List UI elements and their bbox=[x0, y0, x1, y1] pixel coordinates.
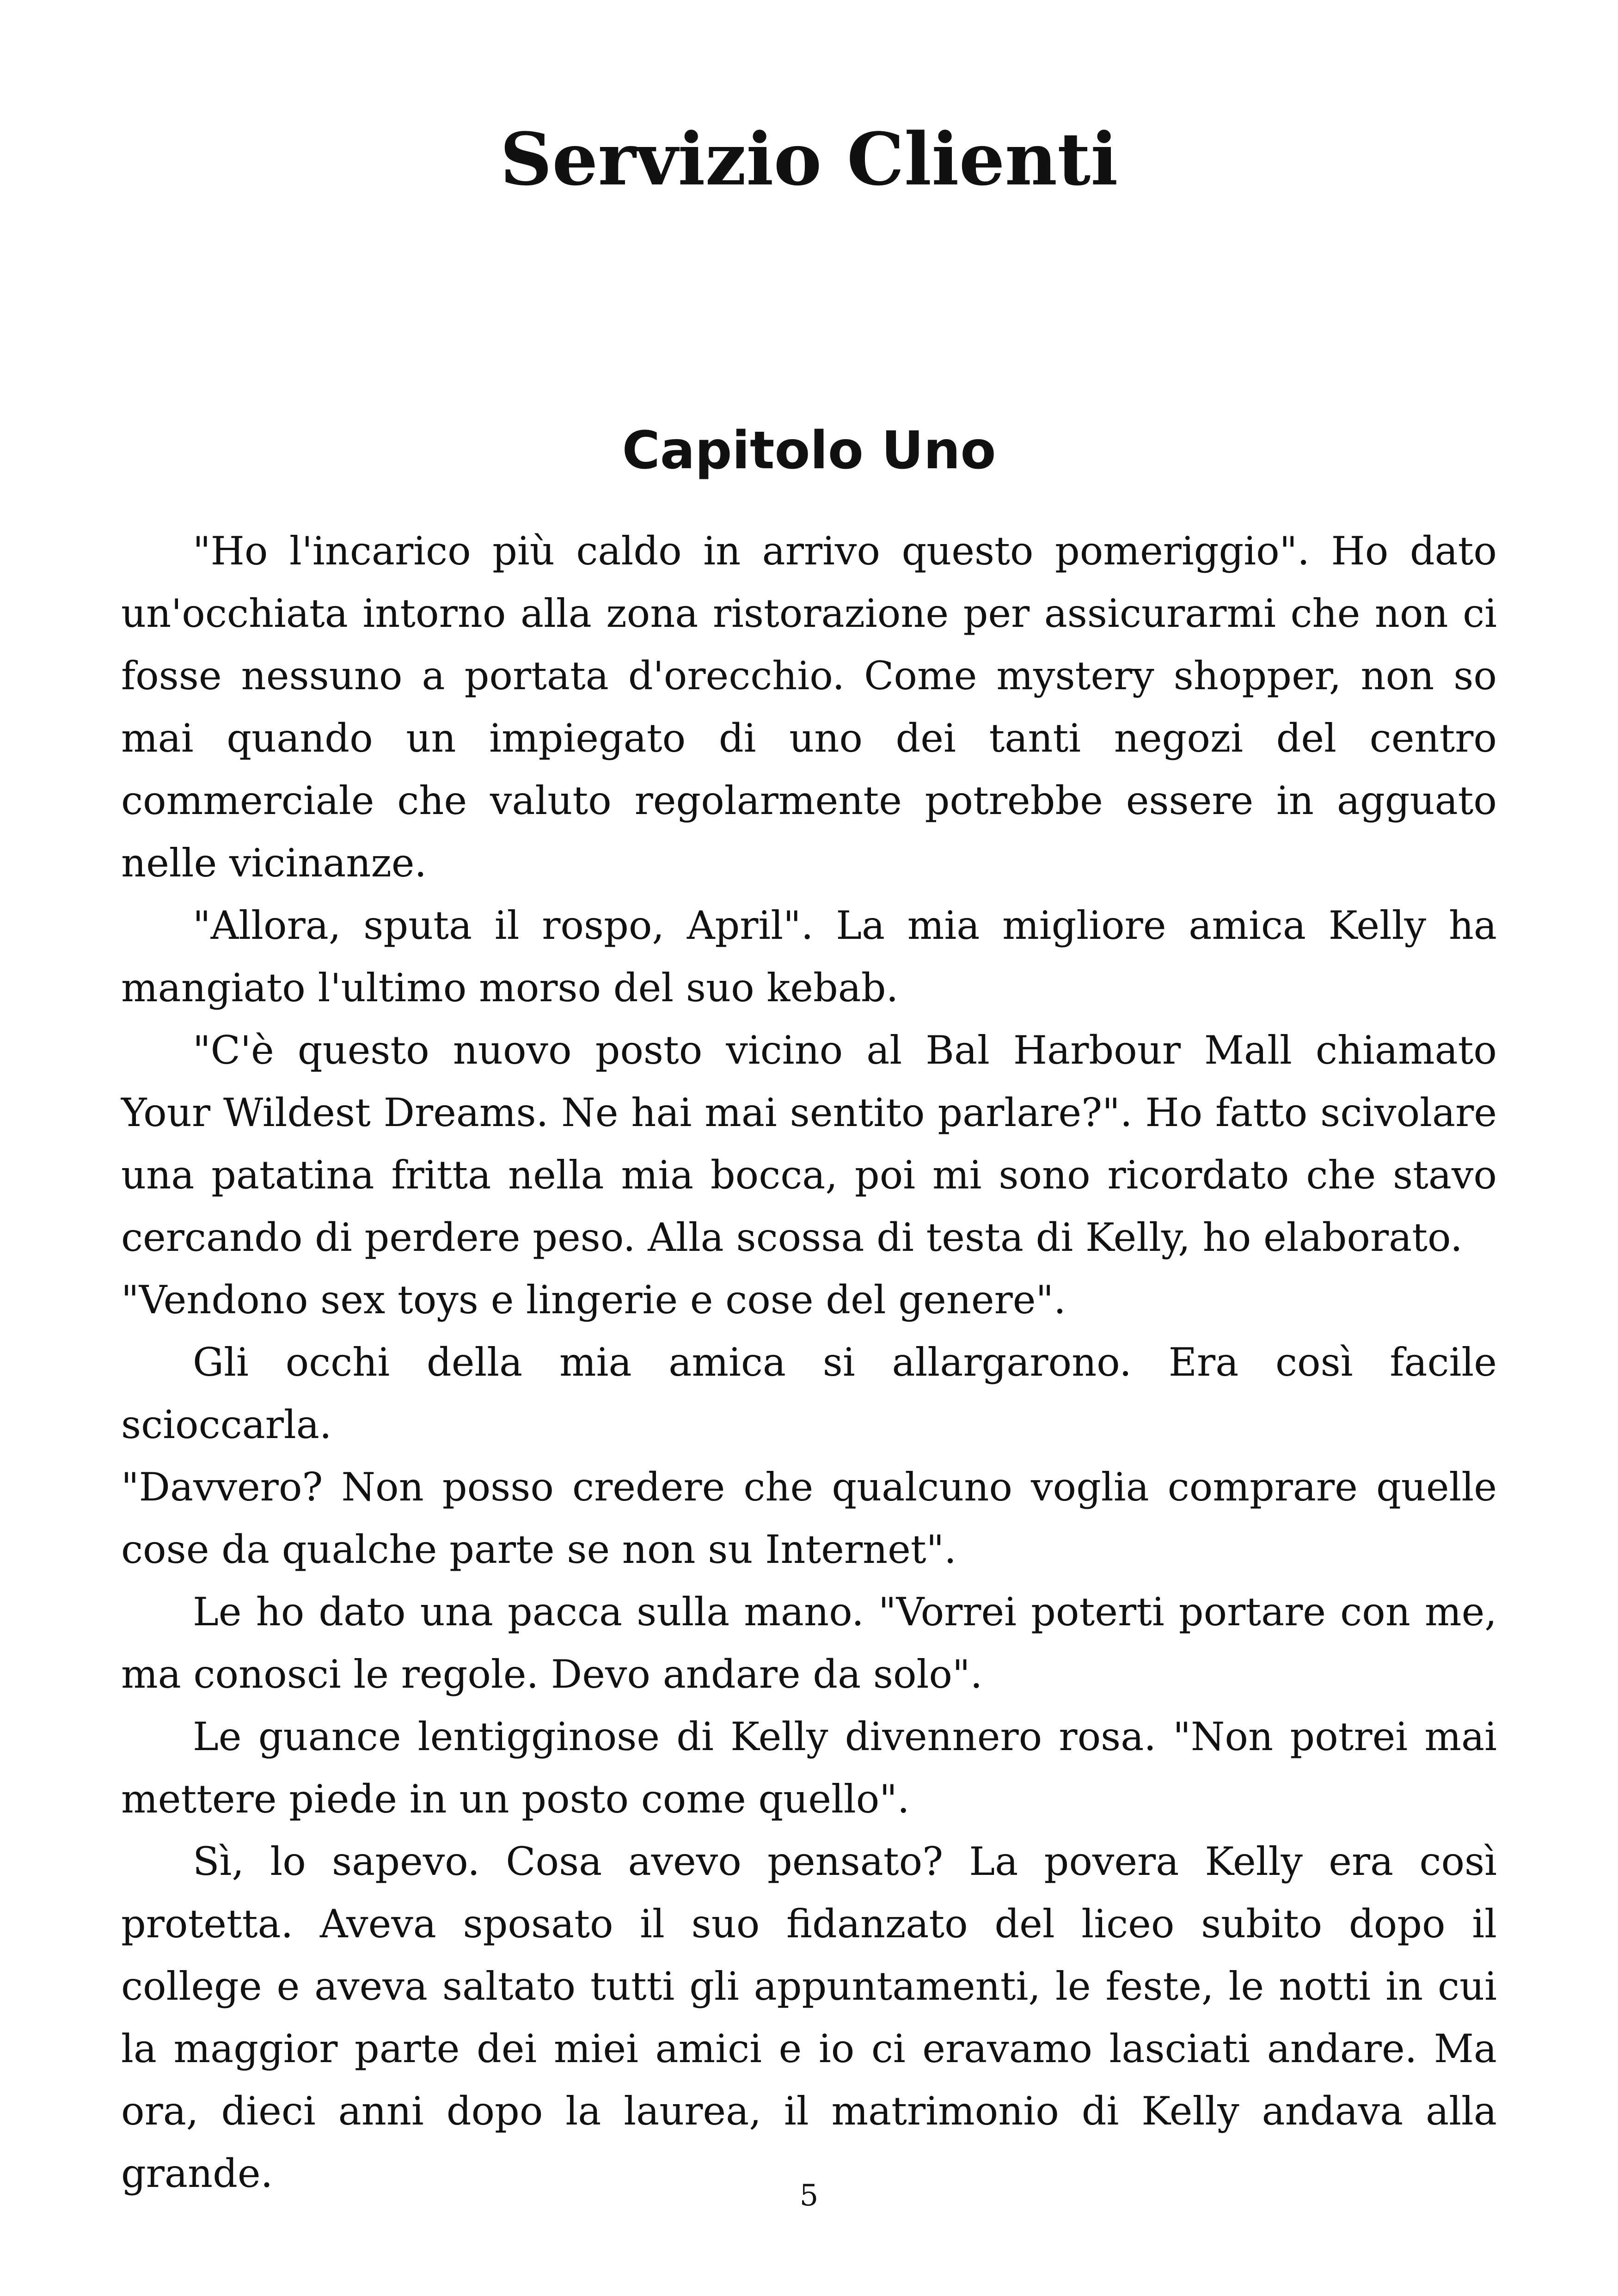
paragraph: "C'è questo nuovo posto vicino al Bal Harbour Mall chiamato Your Wildest Dreams. Ne hai mai sentito parlare?". Ho fatto scivolare una patatina fritta nella mia bocca, poi mi sono ricordato che stavo cercando di perdere peso. Alla scossa di testa di Kelly, ho elaborato. bbox=[121, 1028, 1497, 1260]
chapter-body bbox=[121, 520, 1497, 2205]
paragraph: Gli occhi della mia amica si allargarono. Era così facile scioccarla. bbox=[121, 1340, 1497, 1447]
page-number: 5 bbox=[799, 2179, 819, 2213]
paragraph: "Ho l'incarico più caldo in arrivo questo pomeriggio". Ho dato un'occhiata intorno alla zona ristorazione per assicurarmi che non ci fosse nessuno a portata d'orecchio. Come mystery shopper, non so mai quando un impiegato di uno dei tanti negozi del centro commerciale che valuto regolarmente potrebbe essere in agguato nelle vicinanze. bbox=[121, 528, 1497, 886]
book-title: Servizio Clienti bbox=[500, 117, 1118, 202]
paragraph: Le ho dato una pacca sulla mano. "Vorrei poterti portare con me, ma conosci le regole. Devo andare da solo". bbox=[121, 1589, 1497, 1697]
chapter-title: Capitolo Uno bbox=[622, 421, 996, 481]
paragraph: "Vendono sex toys e lingerie e cose del genere". bbox=[121, 1277, 1066, 1322]
paragraph: Sì, lo sapevo. Cosa avevo pensato? La povera Kelly era così protetta. Aveva sposato il suo fidanzato del liceo subito dopo il college e aveva saltato tutti gli appuntamenti, le feste, le notti in cui la maggior parte dei miei amici e io ci eravamo lasciati andare. Ma ora, dieci anni dopo la laurea, il matrimonio di Kelly andava alla grande. bbox=[121, 1839, 1497, 2196]
paragraph: Le guance lentigginose di Kelly divennero rosa. "Non potrei mai mettere piede in un posto come quello". bbox=[121, 1714, 1497, 1822]
paragraph: "Davvero? Non posso credere che qualcuno voglia comprare quelle cose da qualche parte se non su Internet". bbox=[121, 1464, 1497, 1572]
paragraph: "Allora, sputa il rospo, April". La mia migliore amica Kelly ha mangiato l'ultimo morso del suo kebab. bbox=[121, 903, 1497, 1010]
